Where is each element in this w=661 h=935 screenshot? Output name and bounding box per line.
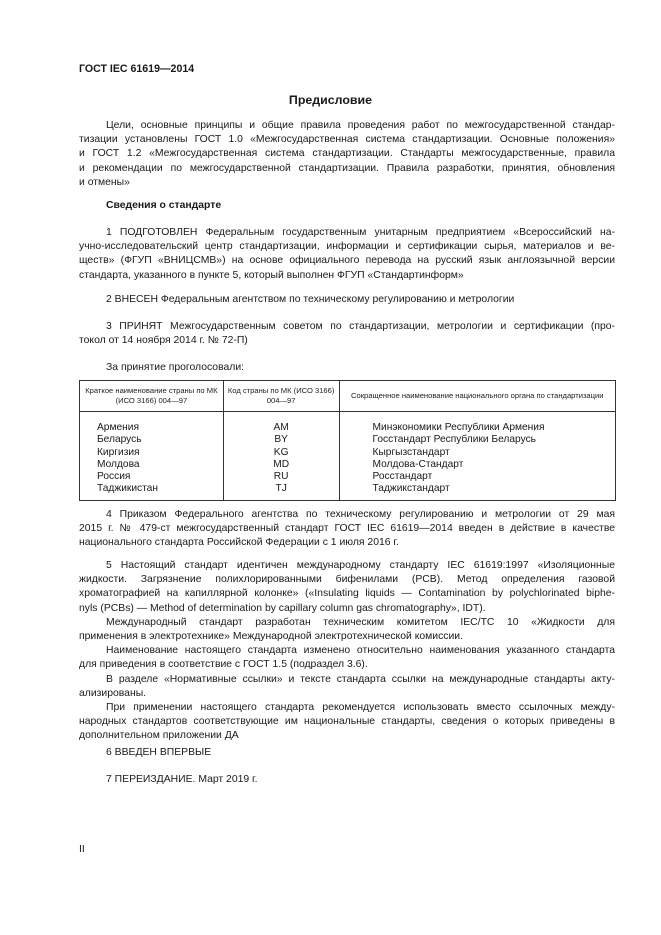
voted-label: За принятие проголосовали: bbox=[106, 362, 245, 373]
text-line: 5 Настоящий стандарт идентичен международному стандарту IEC 61619:1997 «Изоляционные bbox=[106, 560, 615, 571]
text-line: и отмены» bbox=[79, 176, 130, 188]
item-2-paragraph: 2 ВНЕСЕН Федеральным агентством по техническому регулированию и метрологии bbox=[106, 294, 515, 305]
text-line: национального стандарта Российской Федерации с 1 июля 2016 г. bbox=[79, 537, 399, 549]
country-cell: Армения bbox=[80, 412, 224, 435]
item-1-paragraph bbox=[79, 226, 615, 283]
country-cell: Таджикистан bbox=[80, 483, 224, 500]
text-line: При применении настоящего стандарта рекомендуется использовать вместо ссылочных между- bbox=[106, 702, 615, 714]
code-cell: AM bbox=[223, 412, 339, 435]
text-line: стандарта, указанного в пункте 5, который выполнен ФГУП «Стандартинформ» bbox=[79, 269, 464, 281]
code-cell: TJ bbox=[223, 483, 339, 500]
item-3-paragraph bbox=[79, 320, 615, 348]
text-line: 3 ПРИНЯТ Межгосударственным советом по стандартизации, метрологии и сертификации (про- bbox=[106, 321, 615, 332]
column-header-code: Код страны по МК (ИСО 3166) 004—97 bbox=[223, 381, 339, 412]
column-header-country: Краткое наименование страны по МК (ИСО 3166) 004—97 bbox=[80, 381, 224, 412]
countries-table bbox=[79, 380, 616, 501]
document-header: ГОСТ IEC 61619—2014 bbox=[79, 63, 195, 75]
text-line: тизации установлены ГОСТ 1.0 «Межгосударственная система стандартизации. Основные положения» bbox=[79, 134, 615, 146]
text-line: 1 ПОДГОТОВЛЕН Федеральным государственным унитарным предприятием «Всероссийский на- bbox=[106, 227, 615, 238]
code-cell: MD bbox=[223, 459, 339, 471]
body-cell: Молдова-Стандарт bbox=[339, 459, 615, 471]
page-title: Предисловие bbox=[288, 93, 373, 107]
text-line: жидкости. Загрязнение полихлорированными бифенилами (PCB). Метод определения газовой bbox=[79, 574, 615, 586]
text-line: 2015 г. № 479-ст межгосударственный стандарт ГОСТ IEC 61619—2014 введен в действие в качестве bbox=[79, 523, 615, 535]
intro-paragraph bbox=[79, 119, 615, 190]
table-row bbox=[80, 412, 616, 435]
text-line: В разделе «Нормативные ссылки» и тексте стандарта ссылки на международные стандарты акту- bbox=[106, 673, 615, 685]
code-cell: RU bbox=[223, 471, 339, 483]
table-row bbox=[80, 447, 616, 459]
table-header-row bbox=[80, 381, 616, 412]
text-line: применения в электротехнике» Международной электротехнической комиссии. bbox=[79, 631, 463, 643]
item-5-paragraph bbox=[79, 559, 615, 744]
country-cell: Беларусь bbox=[80, 434, 224, 446]
text-line: учно-исследовательский центр стандартизации, информации и сертификации сырья, материалов и ве- bbox=[79, 241, 615, 253]
country-cell: Молдова bbox=[80, 459, 224, 471]
code-cell: BY bbox=[223, 434, 339, 446]
item-6-paragraph: 6 ВВЕДЕН ВПЕРВЫЕ bbox=[106, 747, 212, 758]
page-number: II bbox=[79, 844, 85, 855]
item-7-paragraph: 7 ПЕРЕИЗДАНИЕ. Март 2019 г. bbox=[106, 774, 258, 785]
text-line: для приведения в соответствие с ГОСТ 1.5 (подраздел 3.6). bbox=[79, 659, 368, 671]
text-line: Наименование настоящего стандарта изменено относительно наименования указанного стандарта bbox=[106, 645, 615, 657]
section-heading: Сведения о стандарте bbox=[106, 200, 222, 211]
table-row bbox=[80, 471, 616, 483]
text-line: и рекомендации по межгосударственной стандартизации. Правила разработки, принятия, обновления bbox=[79, 162, 615, 174]
body-cell: Госстандарт Республики Беларусь bbox=[339, 434, 615, 446]
country-cell: Россия bbox=[80, 471, 224, 483]
column-header-body: Сокращенное наименование национального органа по стандартизации bbox=[339, 381, 615, 412]
text-line: и ГОСТ 1.2 «Межгосударственная система стандартизации. Стандарты межгосударственные, правила bbox=[79, 148, 615, 160]
body-cell: Минэкономики Республики Армения bbox=[339, 412, 615, 435]
text-line: токол от 14 ноября 2014 г. № 72-П) bbox=[79, 335, 248, 347]
code-cell: KG bbox=[223, 447, 339, 459]
table-row bbox=[80, 434, 616, 446]
body-cell: Кыргызстандарт bbox=[339, 447, 615, 459]
text-line: Цели, основные принципы и общие правила проведения работ по межгосударственной стандар- bbox=[106, 120, 615, 131]
text-line: 4 Приказом Федерального агентства по техническому регулированию и метрологии от 29 мая bbox=[106, 509, 615, 520]
item-4-paragraph bbox=[79, 508, 615, 551]
text-line: дополнительном приложении ДА bbox=[79, 730, 239, 742]
body-cell: Росстандарт bbox=[339, 471, 615, 483]
table-row bbox=[80, 459, 616, 471]
text-line: nyls (PCBs) — Method of determination by capillary column gas chromatography», IDT). bbox=[79, 602, 486, 614]
text-line: хроматографией на капиллярной колонке» («Insulating liquids — Contamination by polychlorinated biphe- bbox=[79, 588, 615, 600]
table-row bbox=[80, 483, 616, 500]
text-line: ализированы. bbox=[79, 687, 147, 699]
text-line: народных стандартов соответствующие им национальные стандарты, сведения о которых приведены в bbox=[79, 716, 615, 728]
country-cell: Киргизия bbox=[80, 447, 224, 459]
text-line: ществ» (ФГУП «ВНИЦСМВ») на основе официального перевода на русский язык англоязычной версии bbox=[79, 255, 615, 267]
body-cell: Таджикстандарт bbox=[339, 483, 615, 500]
text-line: Международный стандарт разработан техническим комитетом IEC/TC 10 «Жидкости для bbox=[106, 616, 615, 628]
